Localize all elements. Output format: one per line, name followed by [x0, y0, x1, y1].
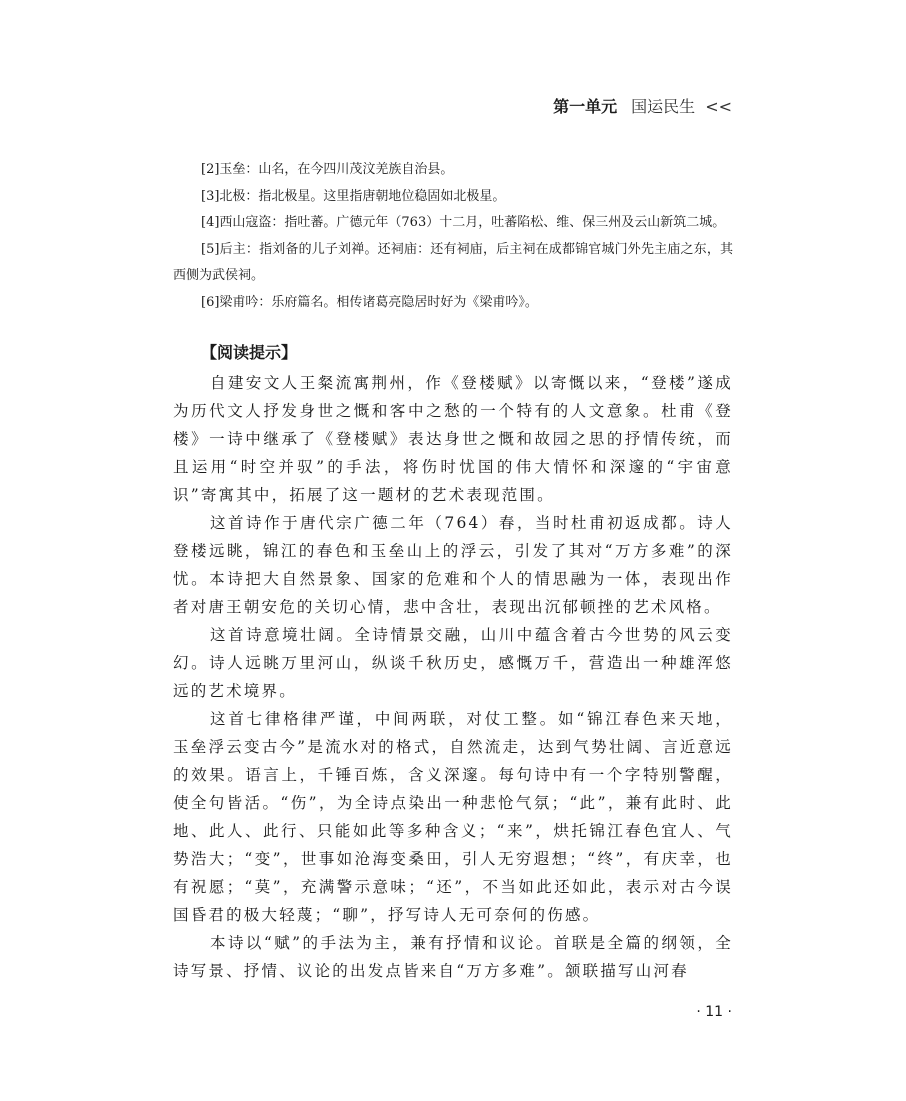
note-6: [6]梁甫吟：乐府篇名。相传诸葛亮隐居时好为《梁甫吟》。 [201, 294, 538, 310]
header-mark: << [705, 97, 732, 116]
note-5: [5]后主：指刘备的儿子刘禅。还祠庙：还有祠庙，后主祠在成都锦官城门外先主庙之东，其西侧为武侯祠。 [173, 241, 733, 283]
paragraph: 这首诗作于唐代宗广德二年（764）春，当时杜甫初返成都。诗人登楼远眺，锦江的春色和玉垒山上的浮云，引发了其对“万方多难”的深忧。本诗把大自然景象、国家的危难和个人的情思融为一体，表现出作者对唐王朝安危的关切心情，悲中含壮，表现出沉郁顿挫的艺术风格。 [173, 514, 733, 616]
note-2: [2]玉垒：山名，在今四川茂汶羌族自治县。 [201, 162, 454, 177]
unit-title: 第一单元 [553, 97, 618, 116]
unit-theme: 国运民生 [631, 97, 696, 116]
paragraph: 这首七律格律严谨，中间两联，对仗工整。如“锦江春色来天地，玉垒浮云变古今”是流水对的格式，自然流走，达到气势壮阔、言近意远的效果。语言上，千锤百炼，含义深邃。每句诗中有一个字特别警醒，使全句皆活。“伤”，为全诗点染出一种悲怆气氛；“此”，兼有此时、此地、此人、此行、只能如此等多种含义；“来”，烘托锦江春色宜人、气势浩大；“变”，世事如沧海变桑田，引人无穷遐想；“终”，有庆幸，也有祝愿；“莫”，充满警示意味；“还”，不当如此还如此，表示对古今误国昏君的极大轻蔑；“聊”，抒写诗人无可奈何的伤感。 [173, 710, 733, 924]
page-number: · 11 · [696, 1004, 732, 1020]
paragraph: 自建安文人王粲流寓荆州，作《登楼赋》以寄慨以来，“登楼”遂成为历代文人抒发身世之慨和客中之愁的一个特有的人文意象。杜甫《登楼》一诗中继承了《登楼赋》表达身世之慨和故园之思的抒情传统，而且运用“时空并驭”的手法，将伤时忧国的伟大情怀和深邃的“宇宙意识”寄寓其中，拓展了这一题材的艺术表现范围。 [173, 374, 733, 504]
note-4: [4]西山寇盗：指吐蕃。广德元年（763）十二月，吐蕃陷松、维、保三州及云山新筑二城。 [201, 215, 726, 230]
body-text [173, 369, 733, 985]
footnotes [173, 157, 733, 316]
running-header [553, 94, 732, 117]
note-3: [3]北极：指北极星。这里指唐朝地位稳固如北极星。 [201, 188, 506, 204]
section-title: 【阅读提示】 [201, 343, 298, 362]
paragraph: 本诗以“赋”的手法为主，兼有抒情和议论。首联是全篇的纲领，全诗写景、抒情、议论的出发点皆来自“万方多难”。颔联描写山河春 [173, 934, 733, 980]
paragraph: 这首诗意境壮阔。全诗情景交融，山川中蕴含着古今世势的风云变幻。诗人远眺万里河山，纵谈千秋历史，感慨万千，营造出一种雄浑悠远的艺术境界。 [173, 626, 733, 700]
